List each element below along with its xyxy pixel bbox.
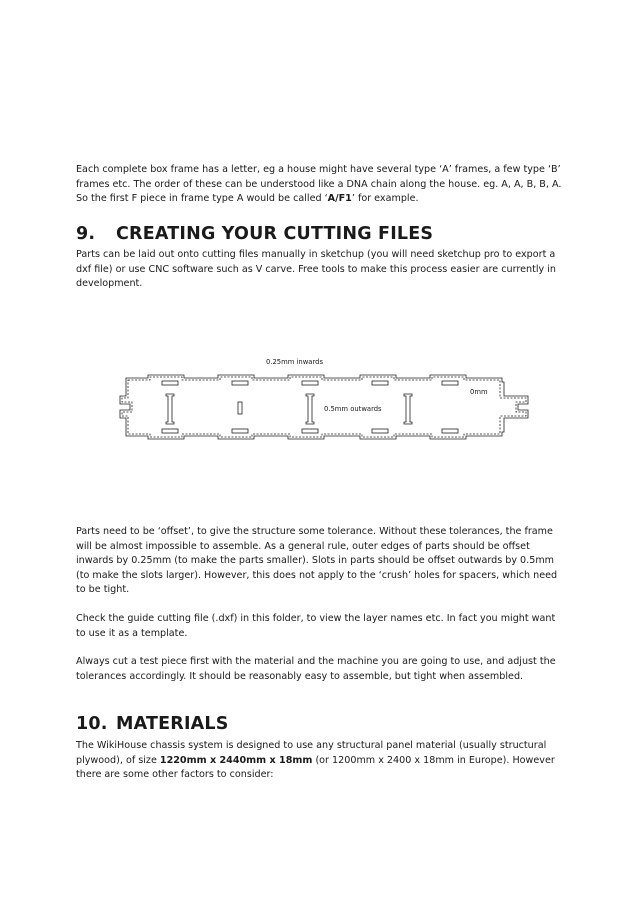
materials-text-end: (or 1200mm x 2400 x 18mm in Europe). However there are some other factors to consider: <box>76 754 555 780</box>
slot-top-4 <box>372 381 388 385</box>
slot-group <box>162 381 458 433</box>
intro-paragraph <box>76 163 564 207</box>
section-9-paragraph-3: Check the guide cutting file (.dxf) in this folder, to view the layer names etc. In fact you might want to use it as a template. <box>76 613 556 639</box>
slot-bottom-3 <box>302 429 318 433</box>
section-9-paragraph-1: Parts can be laid out onto cutting files manually in sketchup (you will need sketchup pro to export a dxf file) or use CNC software such as V carve. Free tools to make this process easier are currently in development. <box>76 249 556 289</box>
offset-diagram <box>118 352 530 452</box>
slot-bottom-5 <box>442 429 458 433</box>
slot-top-2 <box>232 381 248 385</box>
intro-bold-text: A/F1 <box>327 193 352 204</box>
section-9-title: CREATING YOUR CUTTING FILES <box>116 224 434 244</box>
slot-bottom-1 <box>162 429 178 433</box>
slot-top-5 <box>442 381 458 385</box>
slot-top-3 <box>302 381 318 385</box>
section-10-number: 10. <box>76 714 108 734</box>
section-10-title: MATERIALS <box>116 714 229 734</box>
section-10-heading <box>76 713 229 735</box>
section-9-paragraph-4: Always cut a test piece first with the material and the machine you are going to use, and adjust the tolerances accordingly. It should be reasonably easy to assemble, but tight when assembled. <box>76 656 556 682</box>
slot-top-1 <box>162 381 178 385</box>
slot-bottom-4 <box>372 429 388 433</box>
section-9-number: 9. <box>76 224 96 244</box>
crush-hole <box>238 402 242 414</box>
materials-size-bold: 1220mm x 2440mm x 18mm <box>159 754 313 766</box>
label-outwards: 0.5mm outwards <box>324 405 382 413</box>
label-zero: 0mm <box>470 388 488 396</box>
section-9-heading <box>76 223 433 245</box>
slot-vertical-1 <box>166 394 174 424</box>
intro-text-end: ’ for example. <box>351 193 419 204</box>
section-10-paragraph-1 <box>76 739 564 783</box>
slot-vertical-3 <box>404 394 412 424</box>
slot-vertical-2 <box>306 394 314 424</box>
intro-text: Each complete box frame has a letter, eg a house might have several type ‘A’ frames, a few type ‘B’ frames etc. The order of these can be understood like a DNA chain along the house. eg. A, A, B, B, A. So the first F piece in frame type A would be called ‘ <box>76 164 562 204</box>
materials-text: The WikiHouse chassis system is designed to use any structural panel material (usually structural plywood), of size <box>76 740 547 766</box>
label-inwards: 0.25mm inwards <box>266 358 323 366</box>
section-9-paragraph-2: Parts need to be ‘offset’, to give the structure some tolerance. Without these tolerances, the frame will be almost impossible to assemble. As a general rule, outer edges of parts should be offset inwards by 0.25mm (to make the parts smaller). Slots in parts should be offset outwards by 0.5mm (to make the slots larger). However, this does not apply to the ‘crush’ holes for spacers, which need to be tight. <box>76 526 558 595</box>
slot-bottom-2 <box>232 429 248 433</box>
